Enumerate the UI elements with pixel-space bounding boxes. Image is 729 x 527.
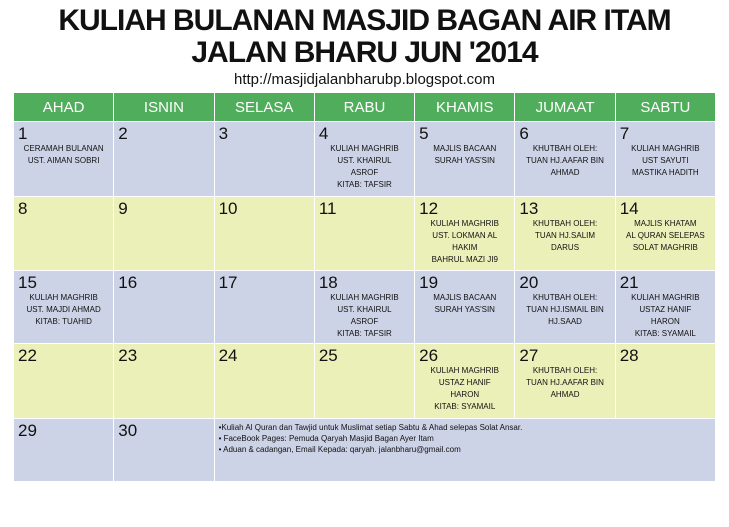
day-number: 20: [519, 273, 539, 292]
day-number: 25: [318, 346, 338, 365]
event-line: KULIAH MAGHRIB: [330, 144, 399, 153]
day-number: 9: [118, 199, 128, 218]
day-cell: [114, 271, 214, 344]
note-line: • Aduan & cadangan, Email Kepada: qaryah. jalanbharu@gmail.com: [218, 445, 461, 454]
event-line: KHUTBAH OLEH:: [532, 366, 598, 375]
event-line: TUAN HJ.ISMAIL BIN: [526, 305, 604, 314]
day-cell: [515, 197, 615, 271]
day-cell: [415, 122, 515, 197]
event-line: SOLAT MAGHRIB: [632, 243, 698, 252]
day-number: 5: [419, 124, 429, 143]
day-number: 18: [318, 273, 338, 292]
day-number: 3: [218, 124, 229, 143]
day-cell: [114, 344, 214, 419]
calendar-table: [13, 92, 716, 482]
event-line: KULIAH MAGHRIB: [631, 144, 700, 153]
event-line: KULIAH MAGHRIB: [631, 293, 700, 302]
day-number: 30: [118, 421, 138, 440]
day-cell: [515, 122, 615, 197]
day-number: 4: [318, 124, 329, 143]
event-line: KHUTBAH OLEH:: [532, 219, 598, 228]
event-line: AHMAD: [550, 168, 580, 177]
event-line: MASTIKA HADITH: [632, 168, 699, 177]
day-number: 16: [118, 273, 138, 292]
weekday-header-ahad: AHAD: [14, 93, 114, 122]
day-cell: [214, 344, 314, 419]
day-number: 29: [18, 421, 37, 440]
event-line: MAJLIS BACAAN: [433, 144, 497, 153]
day-cell: [415, 271, 515, 344]
day-cell: [214, 197, 314, 271]
week-row: [14, 197, 716, 271]
blog-url[interactable]: http://masjidjalanbharubp.blogspot.com: [234, 71, 495, 88]
event-line: DARUS: [551, 243, 580, 252]
day-cell: [114, 122, 214, 197]
day-cell: [314, 344, 414, 419]
day-cell: [515, 271, 615, 344]
day-cell: [14, 271, 114, 344]
event-line: KITAB: SYAMAIL: [434, 402, 496, 411]
event-line: USTAZ HANIF: [639, 305, 692, 314]
weekday-header-rabu: RABU: [314, 93, 414, 122]
day-number: 22: [18, 346, 37, 365]
event-line: BAHRUL MAZI JI9: [431, 255, 498, 264]
event-line: AHMAD: [550, 390, 580, 399]
event-line: MAJLIS KHATAM: [634, 219, 697, 228]
day-number: 6: [519, 124, 529, 143]
day-cell: [14, 122, 114, 197]
weekday-header-isnin: ISNIN: [114, 93, 214, 122]
weekday-header-sabtu: SABTU: [615, 93, 715, 122]
day-cell: [314, 197, 414, 271]
day-number: 26: [419, 346, 439, 365]
day-number: 13: [519, 199, 539, 218]
day-number: 12: [419, 199, 439, 218]
weekday-header-khamis: KHAMIS: [415, 93, 515, 122]
day-cell: [615, 344, 715, 419]
event-line: KITAB: SYAMAIL: [634, 329, 696, 338]
day-cell: [314, 122, 414, 197]
event-line: UST. LOKMAN AL: [432, 231, 498, 240]
week-row: [14, 344, 716, 419]
event-line: TUAN HJ.SALIM: [535, 231, 596, 240]
day-cell: [415, 197, 515, 271]
day-cell: [314, 271, 414, 344]
day-cell: [214, 122, 314, 197]
event-line: TUAN HJ.AAFAR BIN: [526, 378, 604, 387]
event-line: ASROF: [350, 168, 379, 177]
event-line: HJ.SAAD: [548, 317, 582, 326]
day-cell: [515, 344, 615, 419]
event-line: SURAH YAS'SIN: [434, 156, 495, 165]
day-number: 19: [419, 273, 439, 292]
event-line: UST SAYUTI: [642, 156, 689, 165]
day-number: 14: [619, 199, 639, 218]
day-number: 10: [218, 199, 238, 218]
day-number: 23: [118, 346, 138, 365]
day-number: 28: [619, 346, 639, 365]
day-number: 8: [18, 199, 28, 218]
day-number: 17: [218, 273, 238, 292]
day-number: 24: [218, 346, 238, 365]
event-line: AL QURAN SELEPAS: [625, 231, 705, 240]
event-line: KHUTBAH OLEH:: [532, 293, 598, 302]
day-number: 21: [619, 273, 639, 292]
weekday-header-jumaat: JUMAAT: [515, 93, 615, 122]
event-line: KULIAH MAGHRIB: [430, 219, 499, 228]
event-line: KITAB: TAFSIR: [337, 329, 392, 338]
day-cell: [14, 197, 114, 271]
day-cell: [114, 197, 214, 271]
day-cell: [214, 271, 314, 344]
day-number: 15: [18, 273, 37, 292]
page-title-line2: JALAN BHARU JUN '2014: [191, 36, 538, 69]
day-number: 1: [18, 124, 28, 143]
day-cell: [415, 344, 515, 419]
day-cell: [14, 419, 114, 482]
event-line: UST. MAJDI AHMAD: [26, 305, 101, 314]
day-number: 27: [519, 346, 539, 365]
event-line: SURAH YAS'SIN: [434, 305, 495, 314]
event-line: KULIAH MAGHRIB: [330, 293, 399, 302]
day-cell: [114, 419, 214, 482]
event-line: CERAMAH BULANAN: [23, 144, 104, 153]
day-cell: [615, 197, 715, 271]
event-line: HARON: [650, 317, 680, 326]
day-cell: [615, 271, 715, 344]
week-row: [14, 122, 716, 197]
event-line: TUAN HJ.AAFAR BIN: [526, 156, 604, 165]
day-cell: [14, 344, 114, 419]
event-line: ASROF: [350, 317, 379, 326]
event-line: KHUTBAH OLEH:: [532, 144, 598, 153]
event-line: KULIAH MAGHRIB: [29, 293, 98, 302]
event-line: UST. KHAIRUL: [337, 305, 392, 314]
note-line: •Kuliah Al Quran dan Tawjid untuk Muslimat setiap Sabtu & Ahad selepas Solat Ansar.: [218, 423, 523, 432]
event-line: KULIAH MAGHRIB: [430, 366, 499, 375]
day-number: 7: [619, 124, 630, 143]
event-line: HARON: [450, 390, 480, 399]
event-line: MAJLIS BACAAN: [433, 293, 497, 302]
day-number: 2: [118, 124, 128, 143]
weekday-header-selasa: SELASA: [214, 93, 314, 122]
event-line: KITAB: TUAHID: [35, 317, 92, 326]
note-line: • FaceBook Pages: Pemuda Qaryah Masjid Bagan Ayer Itam: [218, 434, 434, 443]
weekday-header-row: [14, 93, 716, 122]
page-title-line1: KULIAH BULANAN MASJID BAGAN AIR ITAM: [58, 4, 671, 37]
week-row: [14, 271, 716, 344]
event-line: HAKIM: [452, 243, 478, 252]
day-cell: [615, 122, 715, 197]
notes-cell: [214, 419, 715, 482]
day-number: 11: [318, 199, 337, 218]
week-row-last: [14, 419, 716, 482]
event-line: USTAZ HANIF: [438, 378, 491, 387]
event-line: KITAB: TAFSIR: [337, 180, 392, 189]
event-line: UST. AIMAN SOBRI: [27, 156, 100, 165]
event-line: UST. KHAIRUL: [337, 156, 392, 165]
